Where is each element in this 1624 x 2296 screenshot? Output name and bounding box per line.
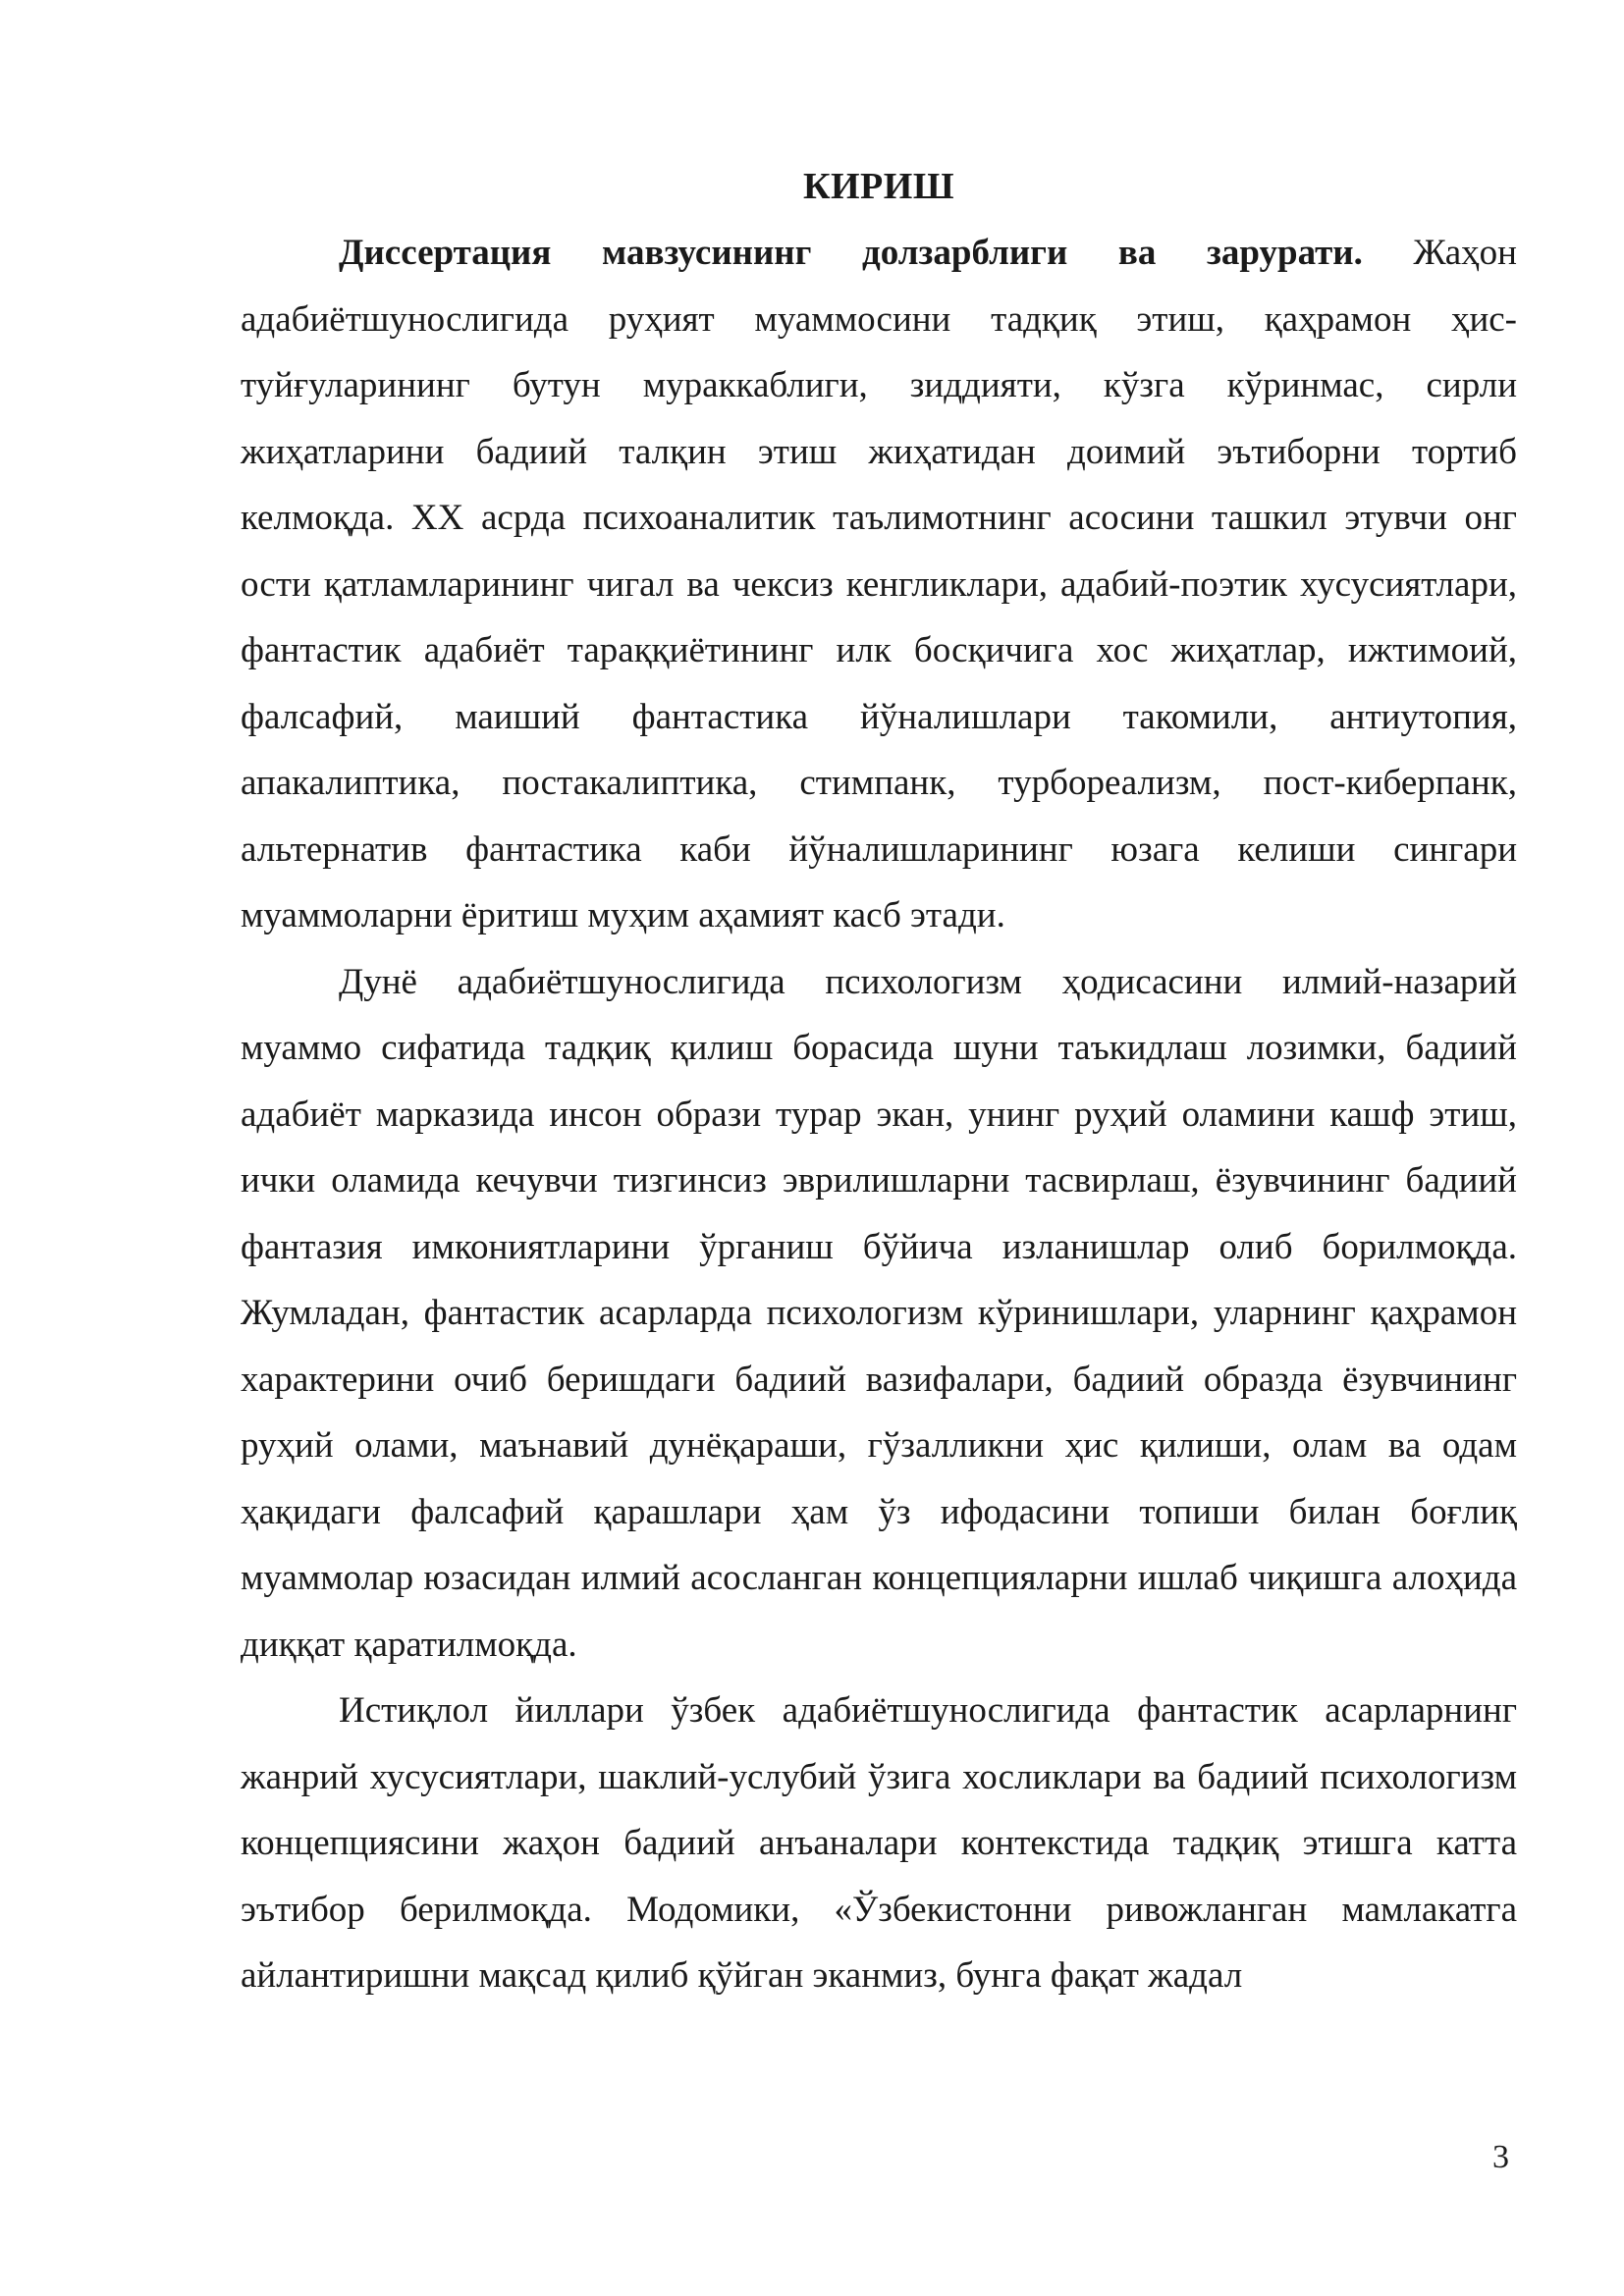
paragraph-1 bbox=[241, 220, 1517, 949]
paragraph-3: Истиқлол йиллари ўзбек адабиётшунослигида фантастик асарларнинг жанрий хусусиятлари, шаклий-услубий ўзига хосликлари ва бадиий психологизм концепциясини жаҳон бадиий анъаналари контекстида тадқиқ этишга катта эътибор берилмоқда. Модомики, «Ўзбекистонни ривожланган мамлакатга айлантиришни мақсад қилиб қўйган эканмиз, бунга фақат жадал bbox=[241, 1690, 1517, 1996]
paragraph-1-text: Жаҳон адабиётшунослигида руҳият муаммосини тадқиқ этиш, қаҳрамон ҳис-туйғуларининг бутун мураккаблиги, зиддияти, кўзга кўринмас, сирли жиҳатларини бадиий талқин этиш жиҳатидан доимий эътиборни тортиб келмоқда. XX асрда психоаналитик таълимотнинг асосини ташкил этувчи онг ости қатламларининг чигал ва чексиз кенгликлари, адабий-поэтик хусусиятлари, фантастик адабиёт тараққиётининг илк босқичига хос жиҳатлар, ижтимоий, фалсафий, маиший фантастика йўналишлари такомили, антиутопия, апакалиптика, постакалиптика, стимпанк, турбореализм, пост-киберпанк, альтернатив фантастика каби йўналишларининг юзага келиши сингари муаммоларни ёритиш муҳим аҳамият касб этади. bbox=[241, 233, 1517, 935]
page-number: 3 bbox=[1492, 2139, 1509, 2175]
paragraph-2: Дунё адабиётшунослигида психологизм ҳодисасини илмий-назарий муаммо сифатида тадқиқ қилиш борасида шуни таъкидлаш лозимки, бадиий адабиёт марказида инсон образи турар экан, унинг руҳий оламини кашф этиш, ички оламида кечувчи тизгинсиз эврилишларни тасвирлаш, ёзувчининг бадиий фантазия имкониятларини ўрганиш бўйича изланишлар олиб борилмоқда. Жумладан, фантастик асарларда психологизм кўринишлари, уларнинг қаҳрамон характерини очиб беришдаги бадиий вазифалари, бадиий образда ёзувчининг руҳий олами, маънавий дунёқараши, гўзалликни ҳис қилиши, олам ва одам ҳақидаги фалсафий қарашлари ҳам ўз ифодасини топиши билан боғлиқ муаммолар юзасидан илмий асосланган концепцияларни ишлаб чиқишга алоҳида диққат қаратилмоқда. bbox=[241, 961, 1517, 1665]
page-heading: КИРИШ bbox=[802, 166, 955, 207]
section-lead: Диссертация мавзусининг долзарблиги ва зарурати. bbox=[339, 233, 1363, 273]
body-text bbox=[241, 220, 1517, 2009]
